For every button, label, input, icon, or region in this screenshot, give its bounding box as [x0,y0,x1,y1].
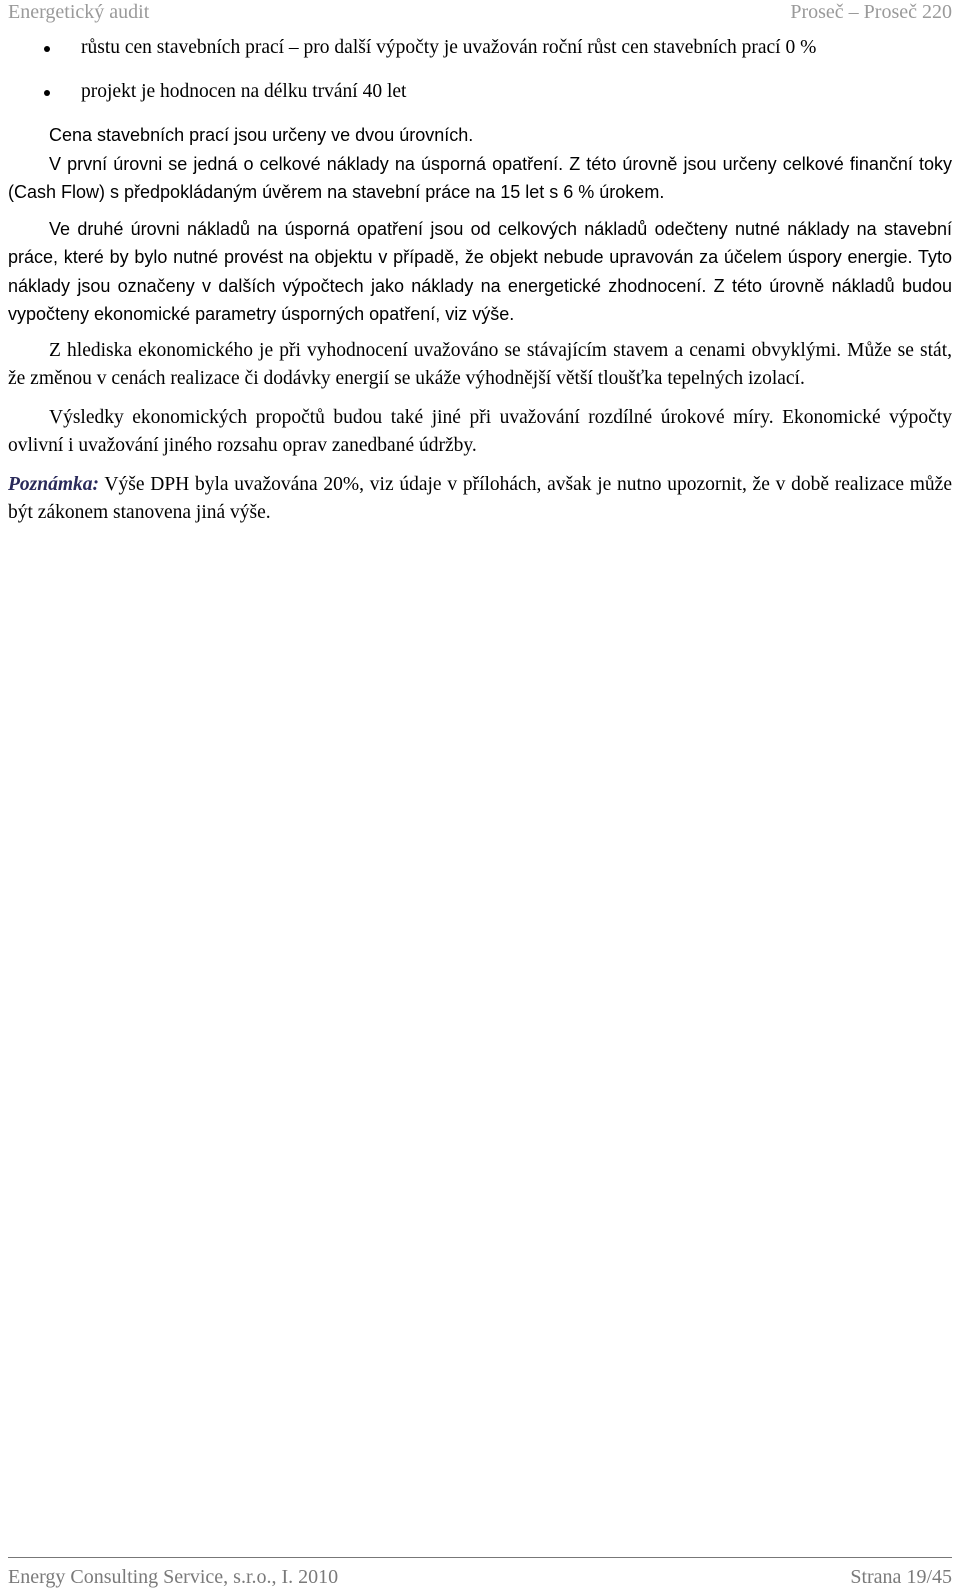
header-location: Proseč – Proseč 220 [790,1,952,23]
note-label: Poznámka: [8,473,100,495]
list-item [8,34,952,63]
list-item [8,78,952,107]
page-number: Strana 19/45 [850,1566,952,1588]
paragraph-second-level: Ve druhé úrovni nákladů na úsporná opatření jsou od celkových nákladů odečteny nutné náklady na stavební práce, které by bylo nutné provést na objektu v případě, že objekt nebude upravován za účelem úspory energie. Tyto náklady jsou označeny v dalších výpočtech jako náklady na energetické zhodnocení. Z této úrovně nákladů budou vypočteny ekonomické parametry úsporných opatření, viz výše. [8,218,952,324]
list-item-text: projekt je hodnocen na délku trvání 40 let [81,80,407,102]
bullet-icon [44,90,50,96]
note-paragraph [8,471,952,528]
paragraph-economic-view: Z hlediska ekonomického je při vyhodnocení uvažováno se stávajícím stavem a cenami obvyklými. Může se stát, že změnou v cenách realizace či dodávky energií se ukáže výhodnější větší tloušťka tepelných izolací. [8,339,952,389]
paragraph-results: Výsledky ekonomických propočtů budou také jiné při uvažování rozdílné úrokové míry. Ekonomické výpočty ovlivní i uvažování jiného rozsahu oprav zanedbané údržby. [8,406,952,456]
paragraph-price-levels: Cena stavebních prací jsou určeny ve dvou úrovních. [49,125,474,145]
page-footer [8,1563,952,1591]
document-body [8,34,952,536]
paragraph-first-level: V první úrovni se jedná o celkové náklady na úsporná opatření. Z této úrovně jsou určeny celkové finanční toky (Cash Flow) s předpokládaným úvěrem na stavební práce na 15 let s 6 % úrokem. [8,153,952,202]
footer-divider [8,1557,952,1558]
page-header [8,0,952,24]
note-text: Výše DPH byla uvažována 20%, viz údaje v přílohách, avšak je nutno upozornit, že v době realizace může být zákonem stanovena jiná výše. [8,473,952,523]
list-item-text: růstu cen stavebních prací – pro další výpočty je uvažován roční růst cen stavebních prací 0 % [81,37,817,58]
footer-company: Energy Consulting Service, s.r.o., I. 2010 [8,1566,339,1588]
bullet-list [8,34,952,106]
header-document-title: Energetický audit [8,1,150,23]
bullet-icon [44,46,50,52]
